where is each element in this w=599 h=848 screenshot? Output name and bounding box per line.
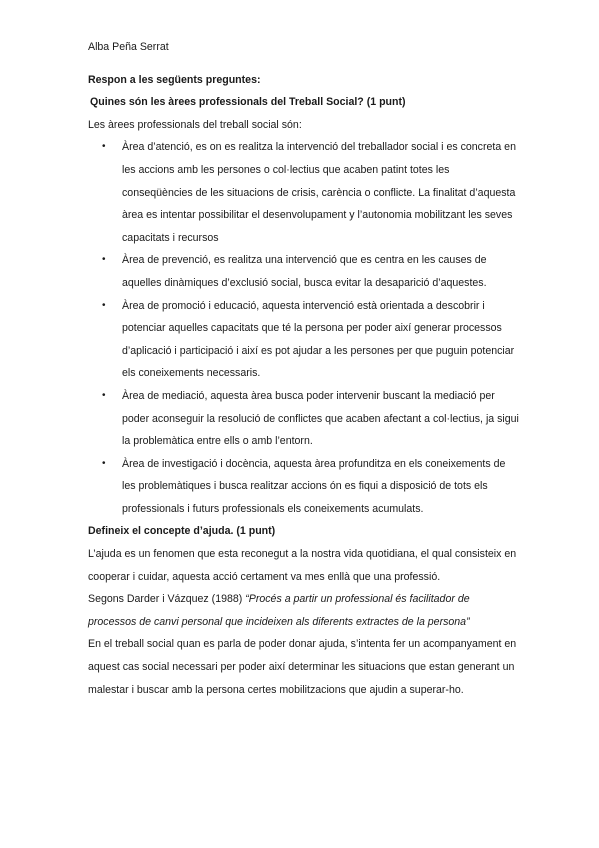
list-item — [88, 453, 520, 521]
list-item-text: Àrea de promoció i educació, aquesta intervenció està orientada a descobrir i potenciar aquelles capacitats que té la persona per poder així generar processos d’aplicació i participació i així es pot ajudar a les persones per que puguin potenciar els coneixements necessaris. — [122, 299, 515, 380]
citation-quote: “Procés a partir un professional és facilitador de processos de canvi personal que incideixen als diferents extractes de la persona” — [88, 593, 470, 628]
bullet-icon: • — [102, 254, 106, 266]
list-item — [88, 385, 520, 453]
bullet-icon: • — [102, 141, 106, 153]
document-body — [88, 36, 520, 701]
list-item — [88, 295, 520, 385]
list-item-text: Àrea de prevenció, es realitza una intervenció que es centra en les causes de aquelles dinàmiques d’exclusió social, busca evitar la desaparició d’aquestes. — [122, 254, 487, 289]
bullet-icon: • — [102, 457, 106, 469]
question-1-heading: Quines són les àrees professionals del Treball Social? (1 punt) — [90, 96, 406, 109]
answer-2-paragraph-1: L’ajuda es un fenomen que esta reconegut a la nostra vida quotidiana, el qual consisteix en cooperar i cuidar, aquesta acció certament va mes enllà que una professió. — [88, 548, 517, 583]
question-1-intro: Les àrees professionals del treball social són: — [88, 118, 302, 131]
question-2-heading: Defineix el concepte d’ajuda. (1 punt) — [88, 525, 276, 538]
list-item — [88, 136, 520, 249]
spacer — [88, 59, 520, 69]
instruction-heading: Respon a les següents preguntes: — [88, 73, 261, 86]
list-item-text: Àrea de investigació i docència, aquesta àrea profunditza en els coneixements de les problemàtiques i busca realitzar accions ón es fiqui a disposició de tots els professionals i futurs professionals els coneixements acumulats. — [122, 457, 506, 515]
list-item-text: Àrea d’atenció, es on es realitza la intervenció del treballador social i es concreta en les accions amb les persones o col·lectius que acaben patint totes les conseqüències de les situacions de crisis, carència o conflicte. La finalitat d’aquesta àrea es intentar possibilitar el desenvolupament y l’autonomia mobilitzant les seves capacitats i recursos — [122, 141, 516, 244]
list-item — [88, 249, 520, 294]
areas-list — [88, 136, 520, 520]
citation-paragraph — [88, 588, 520, 633]
author-name: Alba Peña Serrat — [88, 41, 169, 53]
bullet-icon: • — [102, 299, 106, 311]
citation-source: Segons Darder i Vázquez (1988) — [88, 593, 243, 606]
list-item-text: Àrea de mediació, aquesta àrea busca poder intervenir buscant la mediació per poder aconseguir la resolució de conflictes que acaben afectant a col·lectius, ja sigui la problemàtica entre ells o amb l’entorn. — [122, 389, 519, 448]
bullet-icon: • — [102, 389, 106, 401]
answer-2-paragraph-2: En el treball social quan es parla de poder donar ajuda, s’intenta fer un acompanyament en aquest cas social necessari per poder així determinar les situacions que estan generant un malestar i buscar amb la persona certes mobilitzacions que ajudin a superar-ho. — [88, 638, 517, 696]
